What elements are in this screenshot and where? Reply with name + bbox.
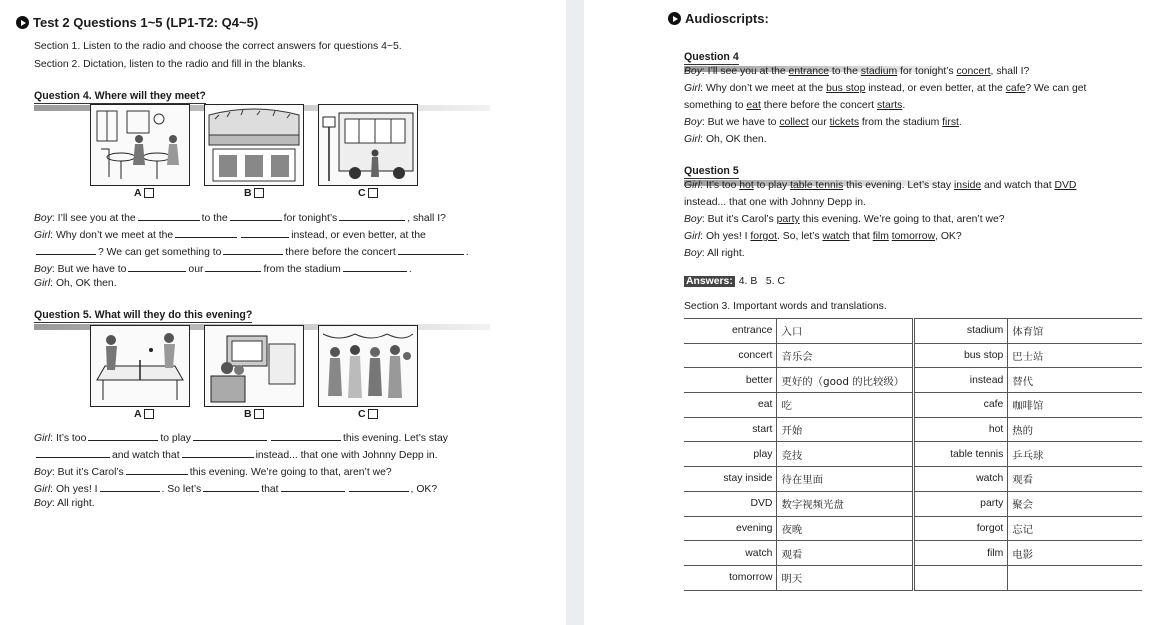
blank-field[interactable] bbox=[339, 210, 405, 221]
blank-field[interactable] bbox=[193, 430, 267, 441]
q5-dictation-line-3: Boy : But it’s Carol’s this evening. We’re going to that, aren’t we? bbox=[34, 464, 392, 478]
q5-heading: Question 5. What will they do this evening? bbox=[34, 309, 253, 321]
vocab-chinese: 体育馆 bbox=[1008, 319, 1142, 344]
vocab-english: better bbox=[684, 368, 777, 393]
answers-line bbox=[684, 276, 785, 287]
blank-field[interactable] bbox=[182, 447, 254, 458]
blank-field[interactable] bbox=[36, 244, 96, 255]
blank-field[interactable] bbox=[203, 481, 259, 492]
worksheet-title: Test 2 Questions 1~5 (LP1-T2: Q4~5) bbox=[16, 15, 258, 30]
blank-field[interactable] bbox=[398, 244, 464, 255]
vocab-row bbox=[684, 368, 1142, 393]
vocab-english: stadium bbox=[915, 319, 1008, 344]
vocab-english: party bbox=[915, 491, 1008, 516]
vocab-chinese: 吃 bbox=[777, 393, 914, 418]
instruction-2: Section 2. Dictation, listen to the radio and fill in the blanks. bbox=[34, 59, 306, 70]
worksheet-page bbox=[0, 0, 566, 625]
vocab-english: table tennis bbox=[915, 442, 1008, 467]
vocabulary-table bbox=[684, 318, 1142, 591]
blank-field[interactable] bbox=[230, 210, 282, 221]
q4-option-b[interactable]: B bbox=[244, 187, 264, 199]
audioscript-page bbox=[584, 0, 1162, 625]
vocabulary-table-body bbox=[684, 319, 1142, 591]
q4-dictation-line-3: ? We can get something to there before the concert . bbox=[34, 244, 469, 258]
checkbox-icon[interactable] bbox=[368, 188, 378, 198]
q5-option-c[interactable]: C bbox=[358, 408, 378, 420]
checkbox-icon[interactable] bbox=[144, 409, 154, 419]
vocab-english: instead bbox=[915, 368, 1008, 393]
vocab-english: watch bbox=[684, 541, 777, 566]
vocab-english: concert bbox=[684, 343, 777, 368]
vocab-row bbox=[684, 393, 1142, 418]
q5-picture-a-table-tennis[interactable] bbox=[90, 325, 190, 407]
vocab-chinese: 咖啡馆 bbox=[1008, 393, 1142, 418]
q4-picture-a-cafe[interactable] bbox=[90, 104, 190, 186]
vocab-english: eat bbox=[684, 393, 777, 418]
play-bullet-icon bbox=[668, 12, 681, 25]
vocab-english: entrance bbox=[684, 319, 777, 344]
vocab-row bbox=[684, 417, 1142, 442]
vocab-english: tomorrow bbox=[684, 565, 777, 590]
vocab-chinese: 更好的（good 的比较级） bbox=[777, 368, 914, 393]
q5-dictation-line-2: and watch that instead... that one with Johnny Depp in. bbox=[34, 447, 438, 461]
blank-field[interactable] bbox=[223, 244, 283, 255]
vocab-chinese: 忘记 bbox=[1008, 516, 1142, 541]
script-q4-line-1: Boy : I’ll see you at the entrance to the stadium for tonight’s concert , shall I? bbox=[684, 66, 1030, 77]
blank-field[interactable] bbox=[138, 210, 200, 221]
vocab-chinese: 热的 bbox=[1008, 417, 1142, 442]
q5-dictation-line-4: Girl : Oh yes! I . So let’s that , OK? bbox=[34, 481, 437, 495]
vocab-chinese bbox=[1008, 565, 1142, 590]
blank-field[interactable] bbox=[343, 261, 407, 272]
blank-field[interactable] bbox=[100, 481, 160, 492]
script-q5-line-2: instead... that one with Johnny Depp in. bbox=[684, 197, 866, 208]
vocab-row bbox=[684, 565, 1142, 590]
script-q5-line-3: Boy : But it’s Carol’s party this evening. We’re going to that, aren’t we? bbox=[684, 214, 1005, 225]
script-q4-line-5: Girl : Oh, OK then. bbox=[684, 134, 767, 145]
blank-field[interactable] bbox=[205, 261, 261, 272]
vocab-chinese: 观看 bbox=[777, 541, 914, 566]
blank-field[interactable] bbox=[88, 430, 158, 441]
q5-dictation-line-1: Girl : It’s too to play this evening. Let’s stay bbox=[34, 430, 448, 444]
script-q5-heading: Question 5 bbox=[684, 165, 739, 177]
play-bullet-icon bbox=[16, 16, 29, 29]
answers-label: Answers: bbox=[686, 276, 733, 287]
vocab-english: hot bbox=[915, 417, 1008, 442]
vocab-row bbox=[684, 541, 1142, 566]
blank-field[interactable] bbox=[271, 430, 341, 441]
blank-field[interactable] bbox=[241, 227, 289, 238]
vocab-english: bus stop bbox=[915, 343, 1008, 368]
vocab-chinese: 音乐会 bbox=[777, 343, 914, 368]
q4-dictation-line-5: Girl : Oh, OK then. bbox=[34, 278, 117, 289]
vocab-chinese: 入口 bbox=[777, 319, 914, 344]
blank-field[interactable] bbox=[128, 261, 186, 272]
q5-picture-c-party[interactable] bbox=[318, 325, 418, 407]
script-q4-heading: Question 4 bbox=[684, 51, 739, 63]
vocab-english: DVD bbox=[684, 491, 777, 516]
script-q5-line-5: Boy : All right. bbox=[684, 248, 745, 259]
vocab-chinese: 电影 bbox=[1008, 541, 1142, 566]
q5-option-a[interactable]: A bbox=[134, 408, 154, 420]
section-3-heading: Section 3. Important words and translations. bbox=[684, 301, 887, 312]
blank-field[interactable] bbox=[281, 481, 345, 492]
vocab-chinese: 竞技 bbox=[777, 442, 914, 467]
vocab-english bbox=[915, 565, 1008, 590]
vocab-english: start bbox=[684, 417, 777, 442]
q5-dictation-line-5: Boy : All right. bbox=[34, 498, 95, 509]
vocab-chinese: 替代 bbox=[1008, 368, 1142, 393]
checkbox-icon[interactable] bbox=[144, 188, 154, 198]
q4-picture-c-bus-stop[interactable] bbox=[318, 104, 418, 186]
vocab-chinese: 明天 bbox=[777, 565, 914, 590]
vocab-row bbox=[684, 491, 1142, 516]
q4-picture-b-stadium[interactable] bbox=[204, 104, 304, 186]
vocab-english: cafe bbox=[915, 393, 1008, 418]
vocab-chinese: 待在里面 bbox=[777, 467, 914, 492]
vocab-english: forgot bbox=[915, 516, 1008, 541]
vocab-row bbox=[684, 467, 1142, 492]
script-q4-line-4: Boy : But we have to collect our tickets from the stadium first . bbox=[684, 117, 962, 128]
vocab-row bbox=[684, 442, 1142, 467]
script-q4-line-3: something to eat there before the concert starts . bbox=[684, 100, 906, 111]
answers-text: 4. B 5. C bbox=[738, 276, 785, 287]
q5-picture-b-watching-tv[interactable] bbox=[204, 325, 304, 407]
vocab-chinese: 数字视频光盘 bbox=[777, 491, 914, 516]
vocab-english: film bbox=[915, 541, 1008, 566]
vocab-row bbox=[684, 319, 1142, 344]
vocab-english: evening bbox=[684, 516, 777, 541]
script-q5-line-4: Girl : Oh yes! I forgot . So, let’s watch that film tomorrow , OK? bbox=[684, 231, 962, 242]
vocab-chinese: 夜晚 bbox=[777, 516, 914, 541]
instruction-1: Section 1. Listen to the radio and choose the correct answers for questions 4~5. bbox=[34, 41, 402, 52]
audioscripts-title: Audioscripts: bbox=[668, 11, 769, 26]
q5-option-b[interactable]: B bbox=[244, 408, 264, 420]
vocab-english: stay inside bbox=[684, 467, 777, 492]
blank-field[interactable] bbox=[349, 481, 409, 492]
blank-field[interactable] bbox=[126, 464, 188, 475]
vocab-chinese: 开始 bbox=[777, 417, 914, 442]
vocab-english: watch bbox=[915, 467, 1008, 492]
blank-field[interactable] bbox=[175, 227, 237, 238]
q4-option-c[interactable]: C bbox=[358, 187, 378, 199]
vocab-chinese: 观看 bbox=[1008, 467, 1142, 492]
vocab-english: play bbox=[684, 442, 777, 467]
checkbox-icon[interactable] bbox=[368, 409, 378, 419]
vocab-row bbox=[684, 343, 1142, 368]
script-q5-line-1: Girl : It’s too hot to play table tennis this evening. Let’s stay inside and watch that DVD bbox=[684, 180, 1077, 191]
q4-dictation-line-2: Girl : Why don’t we meet at the instead, or even better, at the bbox=[34, 227, 426, 241]
vocab-chinese: 巴士站 bbox=[1008, 343, 1142, 368]
vocab-chinese: 聚会 bbox=[1008, 491, 1142, 516]
script-q4-line-2: Girl : Why don’t we meet at the bus stop instead, or even better, at the cafe ? We can get bbox=[684, 83, 1087, 94]
checkbox-icon[interactable] bbox=[254, 188, 264, 198]
q4-heading: Question 4. Where will they meet? bbox=[34, 90, 206, 102]
q4-option-a[interactable]: A bbox=[134, 187, 154, 199]
q4-dictation-line-4: Boy : But we have to our from the stadium . bbox=[34, 261, 412, 275]
checkbox-icon[interactable] bbox=[254, 409, 264, 419]
vocab-row bbox=[684, 516, 1142, 541]
blank-field[interactable] bbox=[36, 447, 110, 458]
vocab-chinese: 乒乓球 bbox=[1008, 442, 1142, 467]
q4-dictation-line-1: Boy : I’ll see you at the to the for tonight’s , shall I? bbox=[34, 210, 446, 224]
